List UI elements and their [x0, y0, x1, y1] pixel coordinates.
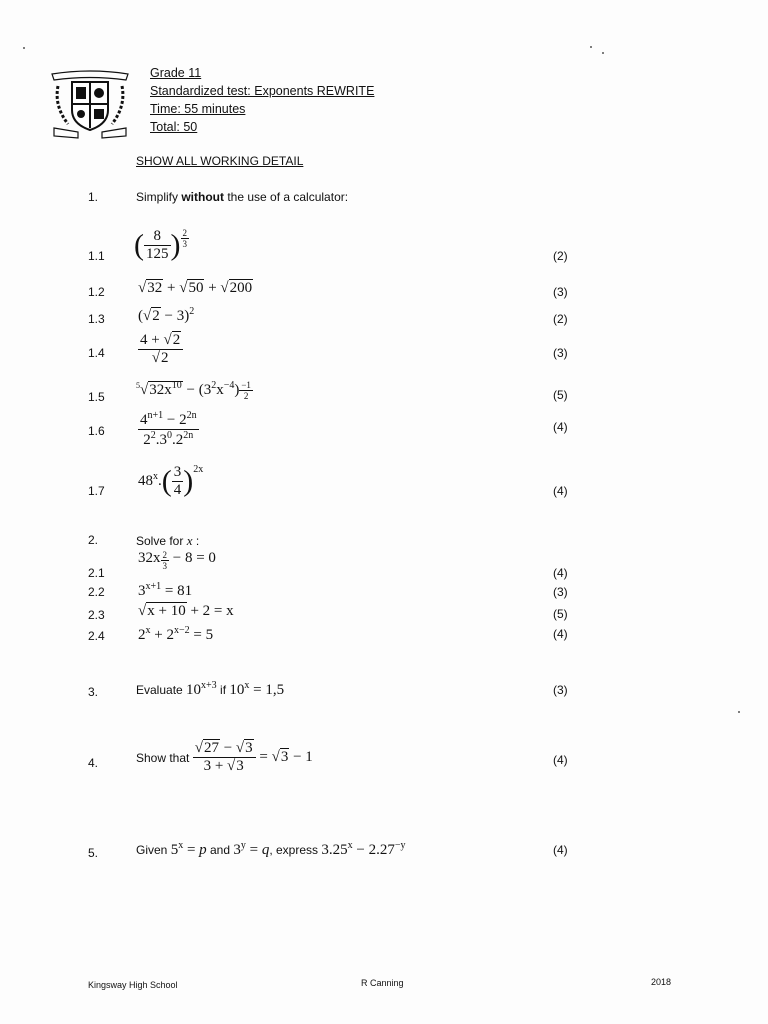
q1-1-number: 1.1	[88, 249, 105, 263]
scan-speck	[738, 711, 740, 713]
q3-text: Evaluate $10^{x+3}$ if $10^x = 1,5$	[136, 680, 285, 698]
q2-2-number: 2.2	[88, 585, 105, 599]
q1-number: 1.	[88, 190, 99, 204]
q5-text: Given $5^x = p$ and $3^y = q$, express $3.25^x - 2.27^{-y}$	[136, 840, 406, 858]
q1-1-expression: ( $\frac{8}{125}$ ) $\frac{2}{3}$	[134, 228, 187, 262]
time-allowed: Time: 55 minutes	[150, 102, 246, 116]
q2-2-marks: (3)	[553, 585, 568, 599]
q1-4-marks: (3)	[553, 346, 568, 360]
q1-6-number: 1.6	[88, 424, 105, 438]
q5-marks: (4)	[553, 843, 568, 857]
q1-2-number: 1.2	[88, 285, 105, 299]
q1-2-marks: (3)	[553, 285, 568, 299]
scan-speck	[602, 52, 604, 54]
q2-3-number: 2.3	[88, 608, 105, 622]
q2-1-number: 2.1	[88, 566, 105, 580]
q1-4-number: 1.4	[88, 346, 105, 360]
q1-5-marks: (5)	[553, 388, 568, 402]
q4-text: Show that $\frac{√27 - √3}{3 + √3}$ = √3 − 1	[136, 740, 313, 774]
q1-7-expression: 48$^x$.( $\frac{3}{4}$ )$^{2x}$	[138, 464, 204, 498]
q3-number: 3.	[88, 685, 99, 699]
total-marks: Total: 50	[150, 120, 198, 134]
q2-4-marks: (4)	[553, 627, 568, 641]
scan-speck	[590, 46, 592, 48]
q2-3-marks: (5)	[553, 607, 568, 621]
q2-4-expression: $2^x + 2^{x-2} = 5$	[138, 625, 214, 643]
q1-6-expression: $\frac{4^{n+1} - 2^{2n}}{2^2.3^0.2^{2n}}$	[140, 410, 197, 448]
q3-marks: (3)	[553, 683, 568, 697]
q1-5-expression: $^5√32x^{10} - (3^2x^{-4})$ $\frac{-1}{2}$	[136, 380, 251, 401]
footer-author: R Canning	[361, 978, 404, 988]
q5-number: 5.	[88, 846, 99, 860]
instruction: SHOW ALL WORKING DETAIL	[136, 154, 304, 168]
q1-7-marks: (4)	[553, 484, 568, 498]
school-crest-logo	[48, 66, 132, 142]
scan-speck	[23, 47, 25, 49]
footer-year: 2018	[651, 977, 672, 987]
q1-3-marks: (2)	[553, 312, 568, 326]
q2-1-marks: (4)	[553, 566, 568, 580]
q1-7-number: 1.7	[88, 484, 105, 498]
q4-number: 4.	[88, 756, 99, 770]
q2-number: 2.	[88, 533, 99, 547]
q1-3-number: 1.3	[88, 312, 105, 326]
q1-6-marks: (4)	[553, 420, 568, 434]
test-title: Standardized test: Exponents REWRITE	[150, 84, 375, 98]
q1-4-expression: $\frac{4 + √2}{√2}$	[138, 332, 183, 367]
q1-3-expression: $(√2 - 3)^2$	[138, 306, 195, 324]
q1-2-expression: √32 + √50 + √200	[138, 280, 253, 296]
q1-1-marks: (2)	[553, 249, 568, 263]
q4-marks: (4)	[553, 753, 568, 767]
q2-1-expression: 32x $\frac{2}{3}$ − 8 = 0	[138, 550, 216, 571]
q1-5-number: 1.5	[88, 390, 105, 404]
q2-4-number: 2.4	[88, 629, 105, 643]
q1-instruction: Simplify without the use of a calculator:	[136, 190, 349, 204]
q2-2-expression: $3^{x+1} = 81$	[138, 581, 193, 599]
footer-school: Kingsway High School	[88, 980, 178, 990]
q2-3-expression: √x + 10 + 2 = x	[138, 603, 234, 619]
grade-heading: Grade 11	[150, 66, 202, 80]
q2-instruction: Solve for x :	[136, 533, 200, 548]
